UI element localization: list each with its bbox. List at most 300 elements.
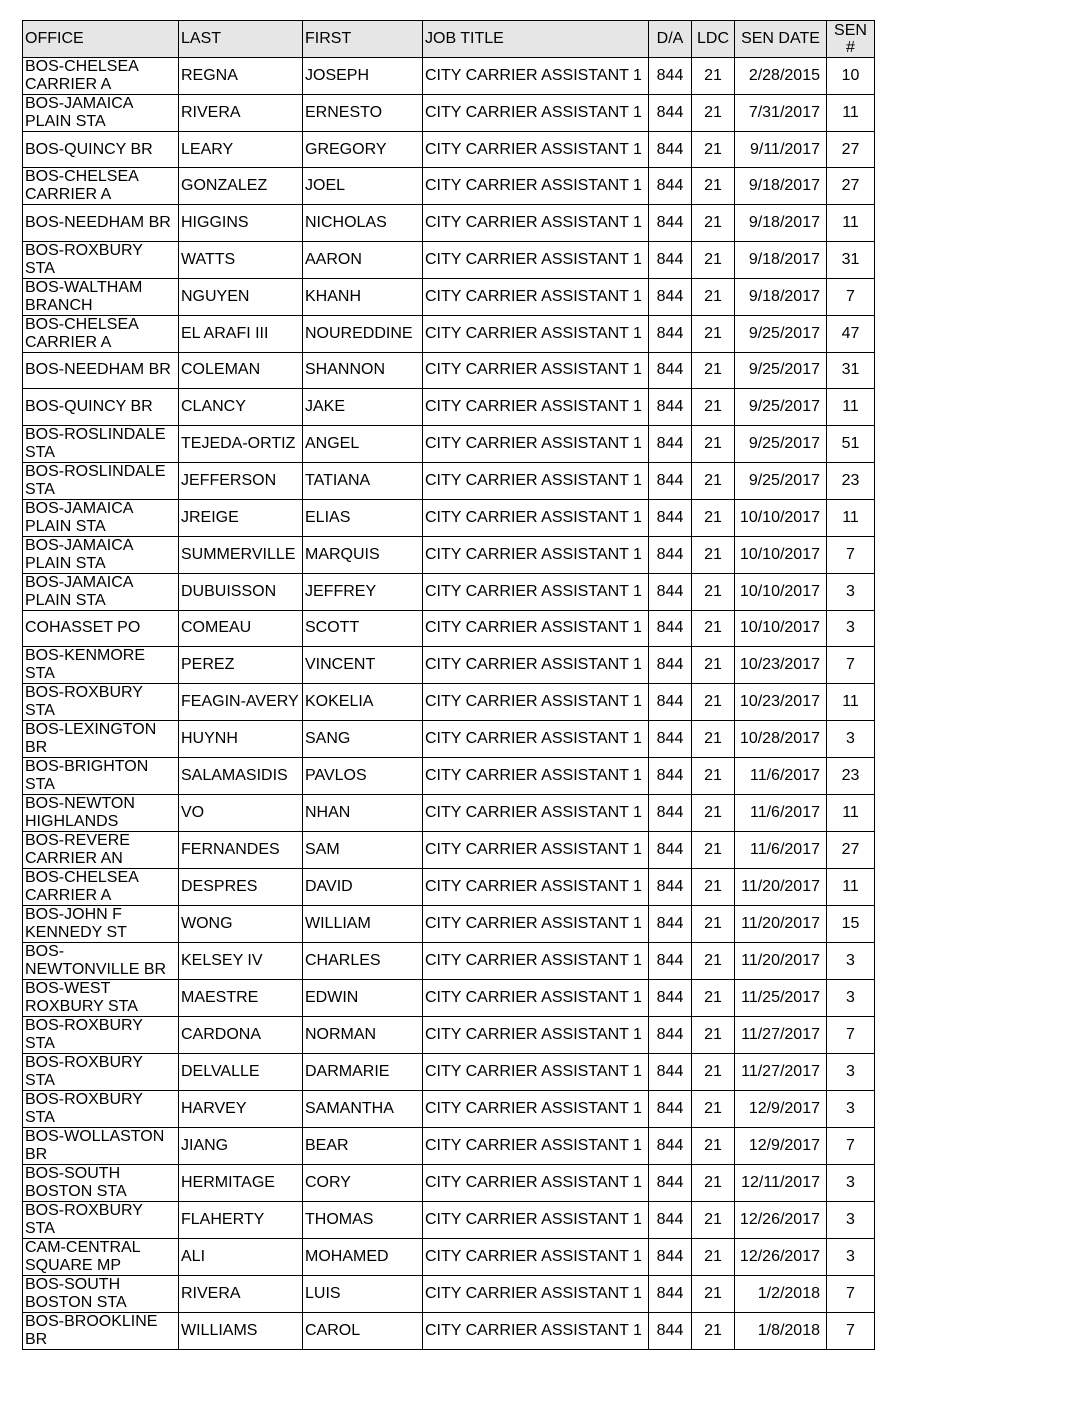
da-cell: 844 <box>649 683 692 720</box>
job-title-cell: CITY CARRIER ASSISTANT 1 <box>423 610 649 646</box>
first-name-cell: NORMAN <box>303 1016 423 1053</box>
sen-date-cell: 11/20/2017 <box>735 868 827 905</box>
job-title-cell: CITY CARRIER ASSISTANT 1 <box>423 1238 649 1275</box>
da-cell: 844 <box>649 610 692 646</box>
first-name-cell: MOHAMED <box>303 1238 423 1275</box>
ldc-cell: 21 <box>692 1090 735 1127</box>
sen-date-cell: 10/10/2017 <box>735 610 827 646</box>
table-row <box>23 241 875 278</box>
last-name-cell: JREIGE <box>179 499 303 536</box>
header-office: OFFICE <box>23 21 179 58</box>
first-name-cell: JEFFREY <box>303 573 423 610</box>
sen-date-cell: 12/26/2017 <box>735 1201 827 1238</box>
table-row <box>23 389 875 425</box>
table-row <box>23 757 875 794</box>
last-name-cell: FEAGIN-AVERY <box>179 683 303 720</box>
office-cell: BOS-BROOKLINE BR <box>23 1312 179 1349</box>
office-cell: BOS-NEEDHAM BR <box>23 352 179 388</box>
first-name-cell: DARMARIE <box>303 1053 423 1090</box>
sen-number-cell: 10 <box>827 58 875 95</box>
da-cell: 844 <box>649 1238 692 1275</box>
first-name-cell: SANG <box>303 720 423 757</box>
job-title-cell: CITY CARRIER ASSISTANT 1 <box>423 1127 649 1164</box>
ldc-cell: 21 <box>692 536 735 573</box>
first-name-cell: SAMANTHA <box>303 1090 423 1127</box>
table-row <box>23 352 875 388</box>
last-name-cell: SALAMASIDIS <box>179 757 303 794</box>
sen-date-cell: 9/25/2017 <box>735 315 827 352</box>
sen-number-cell: 11 <box>827 794 875 831</box>
office-cell: BOS-QUINCY BR <box>23 132 179 168</box>
job-title-cell: CITY CARRIER ASSISTANT 1 <box>423 942 649 979</box>
office-cell: BOS-CHELSEA CARRIER A <box>23 868 179 905</box>
table-row <box>23 1312 875 1349</box>
last-name-cell: FERNANDES <box>179 831 303 868</box>
ldc-cell: 21 <box>692 1312 735 1349</box>
office-cell: BOS-CHELSEA CARRIER A <box>23 168 179 205</box>
ldc-cell: 21 <box>692 831 735 868</box>
sen-date-cell: 9/18/2017 <box>735 168 827 205</box>
office-cell: BOS-NEWTONVILLE BR <box>23 942 179 979</box>
sen-number-cell: 3 <box>827 1053 875 1090</box>
first-name-cell: NOUREDDINE <box>303 315 423 352</box>
job-title-cell: CITY CARRIER ASSISTANT 1 <box>423 499 649 536</box>
first-name-cell: AARON <box>303 241 423 278</box>
sen-date-cell: 10/10/2017 <box>735 573 827 610</box>
sen-number-cell: 15 <box>827 905 875 942</box>
last-name-cell: DUBUISSON <box>179 573 303 610</box>
job-title-cell: CITY CARRIER ASSISTANT 1 <box>423 831 649 868</box>
da-cell: 844 <box>649 462 692 499</box>
table-row <box>23 1090 875 1127</box>
last-name-cell: GONZALEZ <box>179 168 303 205</box>
last-name-cell: PEREZ <box>179 646 303 683</box>
header-job-title: JOB TITLE <box>423 21 649 58</box>
da-cell: 844 <box>649 499 692 536</box>
sen-date-cell: 10/23/2017 <box>735 646 827 683</box>
office-cell: BOS-ROSLINDALE STA <box>23 425 179 462</box>
last-name-cell: DESPRES <box>179 868 303 905</box>
sen-number-cell: 27 <box>827 132 875 168</box>
job-title-cell: CITY CARRIER ASSISTANT 1 <box>423 868 649 905</box>
job-title-cell: CITY CARRIER ASSISTANT 1 <box>423 278 649 315</box>
last-name-cell: HUYNH <box>179 720 303 757</box>
sen-date-cell: 10/10/2017 <box>735 536 827 573</box>
table-row <box>23 58 875 95</box>
sen-date-cell: 9/25/2017 <box>735 425 827 462</box>
sen-number-cell: 11 <box>827 95 875 132</box>
da-cell: 844 <box>649 868 692 905</box>
first-name-cell: SHANNON <box>303 352 423 388</box>
table-row <box>23 646 875 683</box>
job-title-cell: CITY CARRIER ASSISTANT 1 <box>423 352 649 388</box>
da-cell: 844 <box>649 1090 692 1127</box>
sen-date-cell: 10/28/2017 <box>735 720 827 757</box>
table-row <box>23 942 875 979</box>
ldc-cell: 21 <box>692 1275 735 1312</box>
header-ldc: LDC <box>692 21 735 58</box>
last-name-cell: COLEMAN <box>179 352 303 388</box>
sen-number-cell: 27 <box>827 831 875 868</box>
ldc-cell: 21 <box>692 58 735 95</box>
table-row <box>23 831 875 868</box>
sen-number-cell: 31 <box>827 352 875 388</box>
seniority-table <box>22 20 875 1350</box>
job-title-cell: CITY CARRIER ASSISTANT 1 <box>423 1201 649 1238</box>
sen-date-cell: 10/10/2017 <box>735 499 827 536</box>
table-row <box>23 499 875 536</box>
last-name-cell: CARDONA <box>179 1016 303 1053</box>
table-row <box>23 1164 875 1201</box>
ldc-cell: 21 <box>692 389 735 425</box>
first-name-cell: DAVID <box>303 868 423 905</box>
table-row <box>23 683 875 720</box>
sen-number-cell: 27 <box>827 168 875 205</box>
table-row <box>23 868 875 905</box>
sen-number-cell: 47 <box>827 315 875 352</box>
da-cell: 844 <box>649 905 692 942</box>
table-row <box>23 132 875 168</box>
sen-number-cell: 3 <box>827 942 875 979</box>
first-name-cell: JOSEPH <box>303 58 423 95</box>
office-cell: BOS-SOUTH BOSTON STA <box>23 1275 179 1312</box>
sen-number-cell: 3 <box>827 1201 875 1238</box>
ldc-cell: 21 <box>692 646 735 683</box>
sen-date-cell: 2/28/2015 <box>735 58 827 95</box>
office-cell: BOS-ROXBURY STA <box>23 241 179 278</box>
job-title-cell: CITY CARRIER ASSISTANT 1 <box>423 462 649 499</box>
table-row <box>23 205 875 241</box>
ldc-cell: 21 <box>692 352 735 388</box>
last-name-cell: ALI <box>179 1238 303 1275</box>
last-name-cell: KELSEY IV <box>179 942 303 979</box>
sen-number-cell: 7 <box>827 1016 875 1053</box>
ldc-cell: 21 <box>692 905 735 942</box>
sen-number-cell: 31 <box>827 241 875 278</box>
table-row <box>23 1016 875 1053</box>
table-row <box>23 536 875 573</box>
first-name-cell: WILLIAM <box>303 905 423 942</box>
table-row <box>23 278 875 315</box>
first-name-cell: KHANH <box>303 278 423 315</box>
da-cell: 844 <box>649 352 692 388</box>
ldc-cell: 21 <box>692 757 735 794</box>
ldc-cell: 21 <box>692 1201 735 1238</box>
sen-date-cell: 9/11/2017 <box>735 132 827 168</box>
first-name-cell: CORY <box>303 1164 423 1201</box>
header-sen-date: SEN DATE <box>735 21 827 58</box>
table-row <box>23 95 875 132</box>
table-row <box>23 794 875 831</box>
first-name-cell: ERNESTO <box>303 95 423 132</box>
job-title-cell: CITY CARRIER ASSISTANT 1 <box>423 389 649 425</box>
sen-number-cell: 11 <box>827 683 875 720</box>
first-name-cell: KOKELIA <box>303 683 423 720</box>
sen-date-cell: 1/2/2018 <box>735 1275 827 1312</box>
job-title-cell: CITY CARRIER ASSISTANT 1 <box>423 794 649 831</box>
first-name-cell: SAM <box>303 831 423 868</box>
sen-date-cell: 11/25/2017 <box>735 979 827 1016</box>
job-title-cell: CITY CARRIER ASSISTANT 1 <box>423 979 649 1016</box>
sen-number-cell: 51 <box>827 425 875 462</box>
first-name-cell: MARQUIS <box>303 536 423 573</box>
da-cell: 844 <box>649 389 692 425</box>
da-cell: 844 <box>649 1127 692 1164</box>
ldc-cell: 21 <box>692 1238 735 1275</box>
sen-date-cell: 12/26/2017 <box>735 1238 827 1275</box>
sen-date-cell: 7/31/2017 <box>735 95 827 132</box>
header-last: LAST <box>179 21 303 58</box>
job-title-cell: CITY CARRIER ASSISTANT 1 <box>423 1090 649 1127</box>
ldc-cell: 21 <box>692 1053 735 1090</box>
last-name-cell: SUMMERVILLE <box>179 536 303 573</box>
first-name-cell: SCOTT <box>303 610 423 646</box>
first-name-cell: JAKE <box>303 389 423 425</box>
first-name-cell: ANGEL <box>303 425 423 462</box>
da-cell: 844 <box>649 573 692 610</box>
last-name-cell: RIVERA <box>179 1275 303 1312</box>
job-title-cell: CITY CARRIER ASSISTANT 1 <box>423 315 649 352</box>
job-title-cell: CITY CARRIER ASSISTANT 1 <box>423 95 649 132</box>
da-cell: 844 <box>649 831 692 868</box>
sen-date-cell: 9/18/2017 <box>735 241 827 278</box>
first-name-cell: EDWIN <box>303 979 423 1016</box>
last-name-cell: VO <box>179 794 303 831</box>
sen-date-cell: 12/9/2017 <box>735 1090 827 1127</box>
job-title-cell: CITY CARRIER ASSISTANT 1 <box>423 58 649 95</box>
job-title-cell: CITY CARRIER ASSISTANT 1 <box>423 241 649 278</box>
sen-number-cell: 23 <box>827 462 875 499</box>
sen-number-cell: 23 <box>827 757 875 794</box>
office-cell: BOS-JOHN F KENNEDY ST <box>23 905 179 942</box>
first-name-cell: TATIANA <box>303 462 423 499</box>
sen-date-cell: 9/25/2017 <box>735 462 827 499</box>
office-cell: BOS-WALTHAM BRANCH <box>23 278 179 315</box>
office-cell: BOS-NEWTON HIGHLANDS <box>23 794 179 831</box>
ldc-cell: 21 <box>692 241 735 278</box>
office-cell: BOS-ROXBURY STA <box>23 1201 179 1238</box>
ldc-cell: 21 <box>692 610 735 646</box>
header-row <box>23 21 875 58</box>
office-cell: BOS-BRIGHTON STA <box>23 757 179 794</box>
sen-number-cell: 3 <box>827 573 875 610</box>
sen-number-cell: 3 <box>827 1164 875 1201</box>
header-first: FIRST <box>303 21 423 58</box>
first-name-cell: GREGORY <box>303 132 423 168</box>
table-row <box>23 905 875 942</box>
da-cell: 844 <box>649 1164 692 1201</box>
da-cell: 844 <box>649 1053 692 1090</box>
sen-date-cell: 11/6/2017 <box>735 831 827 868</box>
sen-number-cell: 3 <box>827 720 875 757</box>
table-row <box>23 1127 875 1164</box>
ldc-cell: 21 <box>692 683 735 720</box>
last-name-cell: HARVEY <box>179 1090 303 1127</box>
first-name-cell: NICHOLAS <box>303 205 423 241</box>
sen-date-cell: 12/9/2017 <box>735 1127 827 1164</box>
last-name-cell: HERMITAGE <box>179 1164 303 1201</box>
last-name-cell: EL ARAFI III <box>179 315 303 352</box>
da-cell: 844 <box>649 58 692 95</box>
office-cell: BOS-CHELSEA CARRIER A <box>23 315 179 352</box>
sen-date-cell: 9/18/2017 <box>735 278 827 315</box>
job-title-cell: CITY CARRIER ASSISTANT 1 <box>423 425 649 462</box>
last-name-cell: WONG <box>179 905 303 942</box>
first-name-cell: CHARLES <box>303 942 423 979</box>
sen-date-cell: 11/6/2017 <box>735 757 827 794</box>
sen-number-cell: 11 <box>827 205 875 241</box>
office-cell: BOS-WEST ROXBURY STA <box>23 979 179 1016</box>
job-title-cell: CITY CARRIER ASSISTANT 1 <box>423 205 649 241</box>
table-body <box>23 58 875 1350</box>
sen-date-cell: 11/20/2017 <box>735 905 827 942</box>
office-cell: BOS-JAMAICA PLAIN STA <box>23 499 179 536</box>
ldc-cell: 21 <box>692 942 735 979</box>
da-cell: 844 <box>649 646 692 683</box>
job-title-cell: CITY CARRIER ASSISTANT 1 <box>423 573 649 610</box>
job-title-cell: CITY CARRIER ASSISTANT 1 <box>423 720 649 757</box>
last-name-cell: FLAHERTY <box>179 1201 303 1238</box>
last-name-cell: TEJEDA-ORTIZ <box>179 425 303 462</box>
office-cell: BOS-NEEDHAM BR <box>23 205 179 241</box>
ldc-cell: 21 <box>692 794 735 831</box>
sen-date-cell: 9/25/2017 <box>735 352 827 388</box>
office-cell: CAM-CENTRAL SQUARE MP <box>23 1238 179 1275</box>
da-cell: 844 <box>649 942 692 979</box>
ldc-cell: 21 <box>692 573 735 610</box>
first-name-cell: LUIS <box>303 1275 423 1312</box>
sen-number-cell: 3 <box>827 610 875 646</box>
last-name-cell: RIVERA <box>179 95 303 132</box>
ldc-cell: 21 <box>692 95 735 132</box>
job-title-cell: CITY CARRIER ASSISTANT 1 <box>423 905 649 942</box>
office-cell: BOS-JAMAICA PLAIN STA <box>23 573 179 610</box>
da-cell: 844 <box>649 720 692 757</box>
ldc-cell: 21 <box>692 868 735 905</box>
sen-number-cell: 3 <box>827 1090 875 1127</box>
table-row <box>23 610 875 646</box>
sen-number-cell: 3 <box>827 979 875 1016</box>
header-da: D/A <box>649 21 692 58</box>
office-cell: BOS-WOLLASTON BR <box>23 1127 179 1164</box>
office-cell: BOS-ROXBURY STA <box>23 1090 179 1127</box>
first-name-cell: THOMAS <box>303 1201 423 1238</box>
first-name-cell: JOEL <box>303 168 423 205</box>
table-row <box>23 462 875 499</box>
last-name-cell: JEFFERSON <box>179 462 303 499</box>
office-cell: BOS-JAMAICA PLAIN STA <box>23 95 179 132</box>
last-name-cell: CLANCY <box>179 389 303 425</box>
ldc-cell: 21 <box>692 499 735 536</box>
ldc-cell: 21 <box>692 132 735 168</box>
da-cell: 844 <box>649 757 692 794</box>
header-sen-number: SEN # <box>827 21 875 58</box>
da-cell: 844 <box>649 425 692 462</box>
sen-number-cell: 7 <box>827 1312 875 1349</box>
office-cell: BOS-ROXBURY STA <box>23 1016 179 1053</box>
job-title-cell: CITY CARRIER ASSISTANT 1 <box>423 1016 649 1053</box>
sen-number-cell: 7 <box>827 646 875 683</box>
da-cell: 844 <box>649 1201 692 1238</box>
table-row <box>23 168 875 205</box>
da-cell: 844 <box>649 241 692 278</box>
table-row <box>23 315 875 352</box>
sen-date-cell: 9/18/2017 <box>735 205 827 241</box>
ldc-cell: 21 <box>692 278 735 315</box>
office-cell: BOS-SOUTH BOSTON STA <box>23 1164 179 1201</box>
sen-number-cell: 7 <box>827 536 875 573</box>
first-name-cell: PAVLOS <box>303 757 423 794</box>
table-row <box>23 979 875 1016</box>
sen-number-cell: 3 <box>827 1238 875 1275</box>
table-row <box>23 1053 875 1090</box>
office-cell: BOS-REVERE CARRIER AN <box>23 831 179 868</box>
ldc-cell: 21 <box>692 205 735 241</box>
last-name-cell: NGUYEN <box>179 278 303 315</box>
table-row <box>23 425 875 462</box>
first-name-cell: CAROL <box>303 1312 423 1349</box>
job-title-cell: CITY CARRIER ASSISTANT 1 <box>423 536 649 573</box>
da-cell: 844 <box>649 315 692 352</box>
last-name-cell: COMEAU <box>179 610 303 646</box>
office-cell: BOS-CHELSEA CARRIER A <box>23 58 179 95</box>
sen-number-cell: 11 <box>827 499 875 536</box>
da-cell: 844 <box>649 794 692 831</box>
sen-number-cell: 7 <box>827 1275 875 1312</box>
job-title-cell: CITY CARRIER ASSISTANT 1 <box>423 132 649 168</box>
ldc-cell: 21 <box>692 425 735 462</box>
office-cell: BOS-KENMORE STA <box>23 646 179 683</box>
ldc-cell: 21 <box>692 1127 735 1164</box>
sen-date-cell: 11/20/2017 <box>735 942 827 979</box>
job-title-cell: CITY CARRIER ASSISTANT 1 <box>423 757 649 794</box>
first-name-cell: NHAN <box>303 794 423 831</box>
office-cell: BOS-ROSLINDALE STA <box>23 462 179 499</box>
da-cell: 844 <box>649 536 692 573</box>
ldc-cell: 21 <box>692 979 735 1016</box>
office-cell: BOS-JAMAICA PLAIN STA <box>23 536 179 573</box>
ldc-cell: 21 <box>692 720 735 757</box>
table-row <box>23 1238 875 1275</box>
ldc-cell: 21 <box>692 1164 735 1201</box>
da-cell: 844 <box>649 979 692 1016</box>
last-name-cell: JIANG <box>179 1127 303 1164</box>
first-name-cell: BEAR <box>303 1127 423 1164</box>
last-name-cell: HIGGINS <box>179 205 303 241</box>
sen-date-cell: 10/23/2017 <box>735 683 827 720</box>
table-row <box>23 1275 875 1312</box>
ldc-cell: 21 <box>692 168 735 205</box>
da-cell: 844 <box>649 132 692 168</box>
sen-number-cell: 11 <box>827 868 875 905</box>
da-cell: 844 <box>649 1016 692 1053</box>
office-cell: BOS-ROXBURY STA <box>23 683 179 720</box>
sen-date-cell: 12/11/2017 <box>735 1164 827 1201</box>
job-title-cell: CITY CARRIER ASSISTANT 1 <box>423 168 649 205</box>
last-name-cell: MAESTRE <box>179 979 303 1016</box>
office-cell: BOS-QUINCY BR <box>23 389 179 425</box>
office-cell: BOS-LEXINGTON BR <box>23 720 179 757</box>
sen-number-cell: 7 <box>827 278 875 315</box>
sen-date-cell: 1/8/2018 <box>735 1312 827 1349</box>
da-cell: 844 <box>649 278 692 315</box>
sen-date-cell: 11/27/2017 <box>735 1053 827 1090</box>
da-cell: 844 <box>649 95 692 132</box>
sen-date-cell: 11/27/2017 <box>735 1016 827 1053</box>
da-cell: 844 <box>649 168 692 205</box>
first-name-cell: ELIAS <box>303 499 423 536</box>
da-cell: 844 <box>649 1312 692 1349</box>
